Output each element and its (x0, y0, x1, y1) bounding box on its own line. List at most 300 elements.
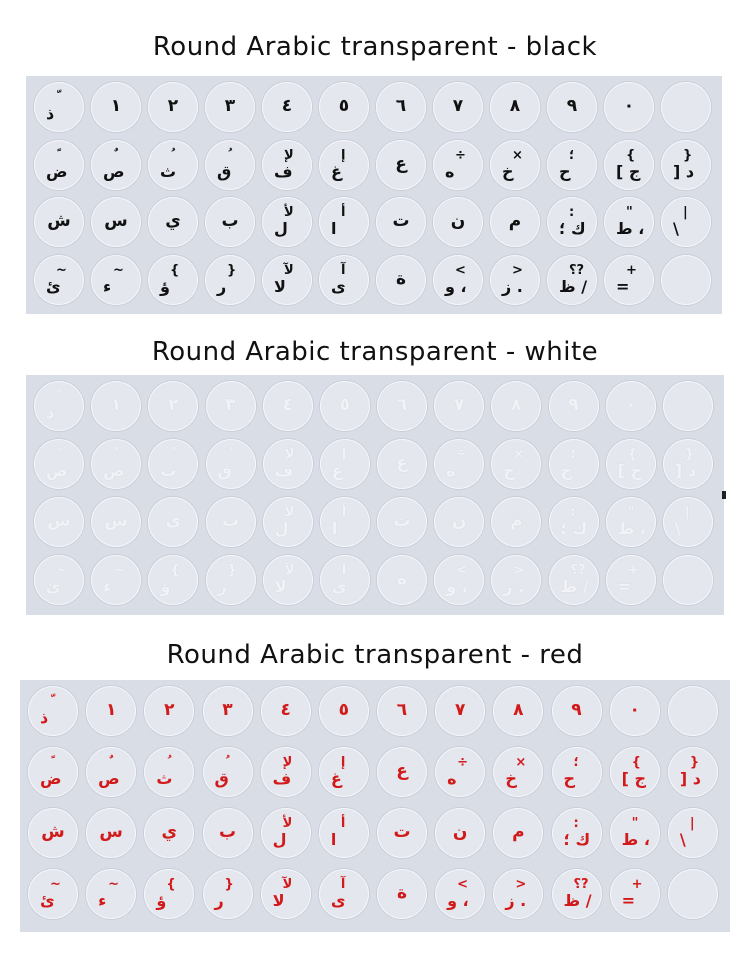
key-glyph: [ ج (617, 461, 643, 480)
key-glyph: ؟? (573, 877, 589, 892)
key-sticker (91, 381, 141, 431)
key-sticker (668, 869, 718, 919)
key-sticker (552, 869, 602, 919)
key-glyph: ص (103, 461, 125, 480)
key-glyph: غ (331, 161, 342, 181)
key-sticker (206, 439, 256, 489)
key-glyph: { (626, 147, 636, 163)
key-sticker (435, 869, 485, 919)
key-glyph: ن (452, 822, 468, 842)
key-glyph: ذ (40, 708, 49, 727)
key-sticker (91, 439, 141, 489)
key-glyph: ء (103, 577, 112, 596)
key-glyph: ٣ (225, 395, 236, 415)
key-glyph: ط ، (616, 219, 645, 238)
key-glyph: ق (217, 461, 232, 480)
key-sticker (491, 497, 541, 547)
key-sticker (376, 197, 426, 247)
key-sticker (319, 808, 369, 858)
key-glyph: ] د (673, 161, 695, 181)
key-glyph: ٢ (164, 700, 175, 720)
key-sticker (34, 555, 84, 605)
key-glyph: | (684, 505, 690, 520)
key-glyph: ٦ (395, 96, 407, 116)
key-glyph: + (627, 563, 639, 578)
key-sticker (552, 808, 602, 858)
key-sticker (86, 808, 136, 858)
key-glyph: لا (272, 891, 285, 910)
key-glyph: { (631, 755, 641, 770)
key-glyph: ٨ (509, 96, 521, 116)
key-glyph: ÷ (455, 147, 466, 163)
key-glyph: ى (331, 577, 347, 596)
key-sticker (434, 555, 484, 605)
key-glyph: ÷ (456, 447, 468, 462)
key-sticker (490, 197, 540, 247)
key-glyph: ر (217, 577, 227, 596)
key-sticker (91, 82, 141, 132)
key-sticker (491, 381, 541, 431)
key-sticker (203, 747, 253, 797)
key-glyph: + (626, 262, 637, 278)
key-glyph: ع (396, 453, 408, 473)
key-sticker (493, 869, 543, 919)
key-glyph: : (570, 505, 576, 520)
key-glyph: إ (340, 755, 346, 770)
key-sticker (144, 808, 194, 858)
key-glyph: ا (331, 519, 338, 538)
key-sticker (377, 381, 427, 431)
key-glyph: ٩ (571, 700, 582, 720)
key-glyph: < (455, 262, 466, 278)
key-sticker (433, 255, 483, 305)
key-sticker (547, 140, 597, 190)
key-sticker (28, 869, 78, 919)
key-sticker (606, 497, 656, 547)
key-glyph: ٣ (222, 700, 233, 720)
key-glyph: | (683, 205, 688, 220)
key-sticker (205, 255, 255, 305)
key-glyph: ٩ (568, 395, 579, 415)
key-glyph: ق (214, 769, 229, 788)
key-glyph: ض (46, 461, 68, 480)
key-glyph: { (170, 262, 180, 278)
key-sticker (148, 439, 198, 489)
key-glyph: ة (396, 883, 408, 903)
key-sticker (606, 439, 656, 489)
key-sticker (28, 686, 78, 736)
key-sticker (319, 747, 369, 797)
key-sticker (203, 686, 253, 736)
key-glyph: ي (161, 822, 178, 842)
key-glyph: { (627, 447, 637, 462)
key-sticker (604, 82, 654, 132)
sticker-sheet-black (26, 76, 722, 314)
key-glyph: ف (274, 461, 294, 480)
key-glyph: [ ج (616, 161, 641, 181)
key-sticker (148, 255, 198, 305)
key-sticker (549, 497, 599, 547)
key-glyph: ك ؛ (563, 830, 591, 849)
key-sticker (490, 140, 540, 190)
key-glyph: آ (341, 563, 347, 578)
key-sticker (490, 255, 540, 305)
key-glyph: ٧ (454, 700, 466, 720)
key-sticker (377, 808, 427, 858)
key-glyph: ض (46, 161, 68, 181)
key-glyph: و ، (445, 276, 467, 296)
key-sticker (663, 497, 713, 547)
key-glyph: ٥ (338, 96, 350, 116)
key-glyph: ف (274, 161, 293, 181)
key-glyph: > (513, 563, 525, 578)
key-sticker (263, 439, 313, 489)
key-sticker (376, 140, 426, 190)
key-sticker (205, 197, 255, 247)
key-glyph: ر (214, 891, 224, 910)
key-sticker (148, 140, 198, 190)
key-glyph: لا (274, 577, 287, 596)
key-sticker (34, 82, 84, 132)
key-glyph: < (457, 877, 469, 892)
key-glyph: = (616, 276, 630, 296)
key-glyph: ظ / (563, 891, 592, 910)
key-glyph: × (512, 147, 523, 163)
key-sticker (433, 197, 483, 247)
key-sticker (148, 197, 198, 247)
key-glyph: ~ (113, 563, 125, 578)
key-glyph: ق (217, 161, 232, 181)
key-sticker (377, 555, 427, 605)
key-glyph: ٧ (453, 395, 465, 415)
key-sticker (434, 439, 484, 489)
key-sticker (144, 747, 194, 797)
key-glyph: ٩ (566, 96, 578, 116)
key-glyph: ش (41, 822, 65, 842)
key-glyph: ] د (679, 769, 701, 788)
sticker-sheet-red (20, 680, 730, 932)
key-glyph: } (683, 147, 693, 163)
key-glyph: م (512, 822, 525, 842)
key-sticker (433, 82, 483, 132)
key-glyph: ٨ (513, 700, 524, 720)
key-glyph: ٨ (511, 395, 522, 415)
key-sticker (91, 255, 141, 305)
key-glyph: ص (103, 161, 125, 181)
key-sticker (661, 197, 711, 247)
key-glyph: ط ، (621, 830, 650, 849)
key-sticker (91, 140, 141, 190)
title-white: Round Arabic transparent - white (151, 337, 599, 367)
key-sticker (610, 869, 660, 919)
key-sticker (263, 555, 313, 605)
key-sticker (433, 140, 483, 190)
key-sticker (320, 439, 370, 489)
key-sticker (144, 686, 194, 736)
key-glyph: ؤ (160, 276, 170, 296)
key-glyph: ت (393, 511, 411, 531)
key-sticker (377, 439, 427, 489)
key-glyph: ؤ (160, 577, 171, 596)
key-glyph: ش (47, 211, 71, 231)
key-sticker (144, 869, 194, 919)
key-glyph: ه (446, 461, 456, 480)
key-glyph: ؟? (569, 262, 585, 278)
key-sticker (148, 381, 198, 431)
key-sticker (376, 255, 426, 305)
key-glyph: ٦ (396, 395, 408, 415)
key-sticker (261, 686, 311, 736)
key-glyph: لإ (284, 447, 295, 462)
key-glyph: ة (396, 569, 408, 589)
sticker-sheet-white (26, 375, 724, 615)
key-sticker (320, 381, 370, 431)
key-sticker (206, 381, 256, 431)
key-glyph: لإ (282, 755, 293, 770)
key-sticker (663, 381, 713, 431)
key-sticker (203, 869, 253, 919)
key-sticker (319, 255, 369, 305)
key-glyph: أ (341, 505, 347, 520)
key-glyph: ١ (105, 700, 117, 720)
key-sticker (376, 82, 426, 132)
key-glyph: \ (674, 519, 681, 538)
key-glyph: ل (274, 219, 288, 238)
key-sticker (552, 686, 602, 736)
key-sticker (610, 808, 660, 858)
key-sticker (493, 747, 543, 797)
key-glyph: ؤ (156, 891, 167, 910)
key-glyph: ة (395, 268, 407, 289)
key-glyph: ~ (56, 262, 67, 278)
key-sticker (34, 140, 84, 190)
key-glyph: ح (560, 461, 573, 480)
key-glyph: ٠ (625, 395, 636, 415)
key-glyph: ~ (56, 563, 67, 578)
key-sticker (319, 869, 369, 919)
key-sticker (491, 555, 541, 605)
key-glyph: ع (396, 761, 408, 781)
sheet-edge-marker (722, 491, 726, 499)
key-glyph: ح (559, 161, 571, 181)
key-glyph: ٢ (168, 395, 179, 415)
key-glyph: ن (451, 511, 467, 531)
key-sticker (91, 197, 141, 247)
key-sticker (552, 747, 602, 797)
key-sticker (262, 82, 312, 132)
key-glyph: ١ (110, 96, 122, 116)
key-glyph: س (104, 211, 128, 231)
key-glyph: × (513, 447, 525, 462)
key-glyph: ف (272, 769, 292, 788)
key-sticker (435, 686, 485, 736)
key-sticker (34, 197, 84, 247)
key-glyph: ث (160, 461, 177, 480)
key-sticker (491, 439, 541, 489)
key-glyph: + (631, 877, 643, 892)
key-glyph: ك ؛ (560, 519, 588, 538)
key-sticker (320, 497, 370, 547)
key-glyph: ٧ (452, 96, 464, 116)
key-glyph: = (617, 577, 632, 596)
key-glyph: ء (103, 276, 112, 296)
key-glyph: ئ (46, 577, 61, 596)
key-glyph: ٥ (338, 700, 350, 720)
key-glyph: و ، (447, 891, 469, 910)
key-glyph: ر (217, 276, 227, 296)
key-sticker (435, 747, 485, 797)
key-glyph: لأ (284, 205, 294, 220)
key-glyph: ~ (50, 877, 61, 892)
key-sticker (86, 686, 136, 736)
key-sticker (319, 82, 369, 132)
key-sticker (319, 140, 369, 190)
key-glyph: ١ (110, 395, 122, 415)
key-sticker (261, 747, 311, 797)
key-sticker (604, 197, 654, 247)
key-sticker (261, 869, 311, 919)
key-glyph: ي (165, 211, 181, 231)
key-glyph: ؛ (569, 147, 575, 163)
key-glyph: ٠ (629, 700, 640, 720)
key-glyph: | (689, 816, 695, 831)
key-glyph: ٥ (339, 395, 351, 415)
key-glyph: غ (330, 769, 342, 788)
key-glyph: ظ / (560, 577, 589, 596)
key-glyph: ء (98, 891, 107, 910)
key-glyph: ٣ (224, 96, 236, 116)
key-sticker (205, 82, 255, 132)
key-sticker (34, 497, 84, 547)
key-glyph: ٦ (396, 700, 408, 720)
key-glyph: [ ج (621, 769, 647, 788)
key-glyph: ه (447, 769, 457, 788)
key-glyph: ز . (502, 276, 523, 296)
title-black: Round Arabic transparent - black (152, 32, 598, 62)
key-sticker (319, 197, 369, 247)
key-sticker (668, 808, 718, 858)
key-glyph: م (510, 511, 523, 531)
key-glyph: لآ (284, 563, 295, 578)
key-sticker (661, 82, 711, 132)
key-glyph: ئ (46, 276, 61, 296)
key-sticker (261, 808, 311, 858)
key-sticker (606, 381, 656, 431)
key-glyph: < (456, 563, 468, 578)
key-sticker (206, 555, 256, 605)
key-glyph: آ (340, 877, 346, 892)
key-glyph: ؟? (570, 563, 586, 578)
key-glyph: ا (330, 830, 337, 849)
key-glyph: ن (450, 211, 466, 231)
key-glyph: آ (341, 262, 346, 278)
key-glyph: لإ (284, 147, 294, 163)
key-sticker (604, 255, 654, 305)
key-glyph: } (227, 262, 237, 278)
key-glyph: غ (331, 461, 343, 480)
key-sticker (34, 381, 84, 431)
key-glyph: > (515, 877, 527, 892)
key-glyph: ص (98, 769, 120, 788)
key-sticker (668, 747, 718, 797)
title-red: Round Arabic transparent - red (166, 640, 584, 670)
key-glyph: ٤ (282, 395, 293, 415)
key-sticker (493, 808, 543, 858)
key-sticker (549, 439, 599, 489)
key-sticker (377, 747, 427, 797)
key-glyph: { (170, 563, 180, 578)
key-sticker (435, 808, 485, 858)
key-glyph: إ (341, 447, 347, 462)
key-glyph: ش (47, 511, 71, 531)
key-sticker (549, 555, 599, 605)
key-glyph: و ، (446, 577, 468, 596)
key-glyph: ~ (113, 262, 124, 278)
key-sticker (262, 140, 312, 190)
key-glyph: : (569, 205, 575, 220)
key-sticker (547, 197, 597, 247)
key-sticker (148, 555, 198, 605)
key-glyph: ز . (505, 891, 527, 910)
key-glyph: ع (395, 153, 407, 174)
key-sticker (206, 497, 256, 547)
key-glyph: ب (218, 822, 237, 842)
key-glyph: × (515, 755, 527, 770)
key-glyph: ض (40, 769, 62, 788)
key-glyph: ث (160, 161, 177, 181)
key-glyph: } (224, 877, 234, 892)
key-glyph: لآ (282, 877, 293, 892)
key-glyph: ت (392, 211, 410, 231)
key-glyph: " (631, 816, 639, 831)
key-glyph: ه (445, 161, 455, 181)
key-glyph: ٤ (281, 96, 293, 116)
key-sticker (262, 197, 312, 247)
key-glyph: \ (673, 219, 679, 238)
key-sticker (549, 381, 599, 431)
key-sticker (610, 686, 660, 736)
key-sticker (28, 808, 78, 858)
key-glyph: ~ (108, 877, 120, 892)
key-sticker (490, 82, 540, 132)
key-sticker (91, 555, 141, 605)
key-glyph: ى (330, 891, 346, 910)
key-glyph: لآ (284, 262, 294, 278)
key-sticker (547, 82, 597, 132)
key-sticker (668, 686, 718, 736)
key-glyph: خ (505, 769, 517, 788)
key-sticker (28, 747, 78, 797)
key-sticker (86, 747, 136, 797)
key-glyph: خ (502, 161, 514, 181)
key-glyph: أ (340, 816, 346, 831)
key-glyph: ٠ (623, 96, 635, 116)
key-sticker (319, 686, 369, 736)
key-sticker (263, 497, 313, 547)
key-glyph: ل (272, 830, 287, 849)
key-sticker (606, 555, 656, 605)
key-glyph: ز . (503, 577, 525, 596)
key-glyph: ذ (46, 403, 55, 422)
key-glyph: } (684, 447, 695, 462)
key-sticker (663, 555, 713, 605)
key-glyph: ط ، (617, 519, 646, 538)
key-glyph: أ (341, 205, 346, 220)
key-sticker (262, 255, 312, 305)
key-sticker (493, 686, 543, 736)
key-glyph: ا (331, 219, 337, 238)
key-sticker (148, 497, 198, 547)
